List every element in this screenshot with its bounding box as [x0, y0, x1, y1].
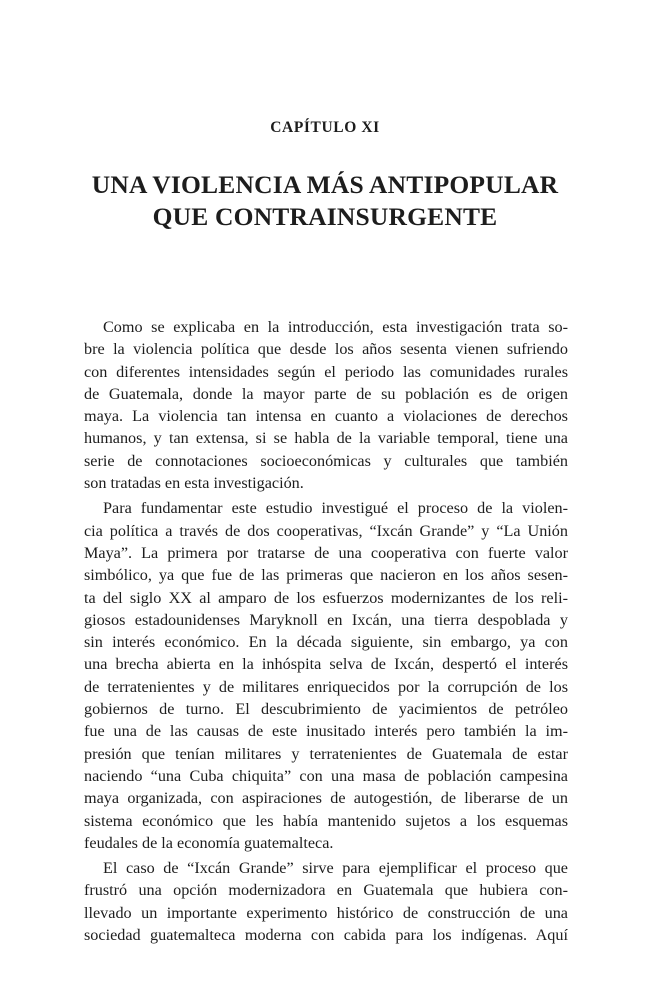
paragraph — [84, 316, 568, 494]
text-line: con diferentes intensidades según el periodo las comunidades rurales — [84, 362, 568, 381]
text-line: Como se explicaba en la introducción, esta investigación trata so- — [103, 318, 568, 336]
text-line: de Guatemala, donde la mayor parte de su población es de origen — [84, 384, 568, 403]
text-line: El caso de “Ixcán Grande” sirve para ejemplificar el proceso que — [103, 859, 568, 878]
text-line: una brecha abierta en la inhóspita selva de Ixcán, despertó el interés — [84, 655, 568, 674]
text-line: frustró una opción modernizadora en Guatemala que hubiera con- — [84, 881, 568, 900]
text-line: humanos, y tan extensa, si se habla de la variable temporal, tiene una — [84, 429, 568, 448]
text-line: ta del siglo XX al amparo de los esfuerzos modernizantes de los reli- — [84, 588, 568, 607]
text-line: feudales de la economía guatemalteca. — [84, 833, 334, 852]
chapter-label: CAPÍTULO XI — [270, 119, 380, 136]
text-line: serie de connotaciones socioeconómicas y culturales que también — [84, 451, 568, 470]
text-line: sistema económico que les había mantenido sujetos a los esquemas — [84, 811, 568, 830]
text-line: llevado un importante experimento histórico de construcción de una — [84, 903, 568, 922]
text-line: bre la violencia política que desde los años sesenta vienen sufriendo — [84, 340, 568, 359]
body-text — [84, 316, 568, 946]
text-line: maya organizada, con aspiraciones de autogestión, de liberarse de un — [84, 789, 568, 808]
chapter-title-line: QUE CONTRAINSURGENTE — [152, 202, 498, 231]
text-line: Maya”. La primera por tratarse de una cooperativa con fuerte valor — [84, 543, 568, 562]
text-line: maya. La violencia tan intensa en cuanto a violaciones de derechos — [84, 407, 568, 426]
text-line: giosos estadounidenses Maryknoll en Ixcán, una tierra despoblada y — [84, 610, 568, 629]
text-line: gobiernos de turno. El descubrimiento de yacimientos de petróleo — [84, 700, 568, 719]
text-line: presión que tenían militares y terratenientes de Guatemala de estar — [84, 744, 568, 763]
text-line: sin interés económico. En la década siguiente, sin embargo, ya con — [84, 633, 568, 652]
text-line: fue una de las causas de este inusitado interés pero también la im- — [84, 722, 568, 741]
text-line: simbólico, ya que fue de las primeras que nacieron en los años sesen- — [84, 566, 568, 585]
text-line: de terratenientes y de militares enriquecidos por la corrupción de los — [84, 677, 568, 696]
text-line: Para fundamentar este estudio investigué el proceso de la violen- — [103, 499, 568, 518]
chapter-title — [0, 169, 650, 233]
chapter-title-line: UNA VIOLENCIA MÁS ANTIPOPULAR — [91, 170, 559, 199]
text-line: son tratadas en esta investigación. — [84, 474, 304, 493]
text-line: cia política a través de dos cooperativas, “Ixcán Grande” y “La Unión — [84, 521, 568, 540]
paragraph — [84, 857, 568, 946]
text-line: sociedad guatemalteca moderna con cabida para los indígenas. Aquí — [84, 926, 568, 945]
text-line: naciendo “una Cuba chiquita” con una masa de población campesina — [84, 766, 568, 785]
paragraph — [84, 497, 568, 854]
